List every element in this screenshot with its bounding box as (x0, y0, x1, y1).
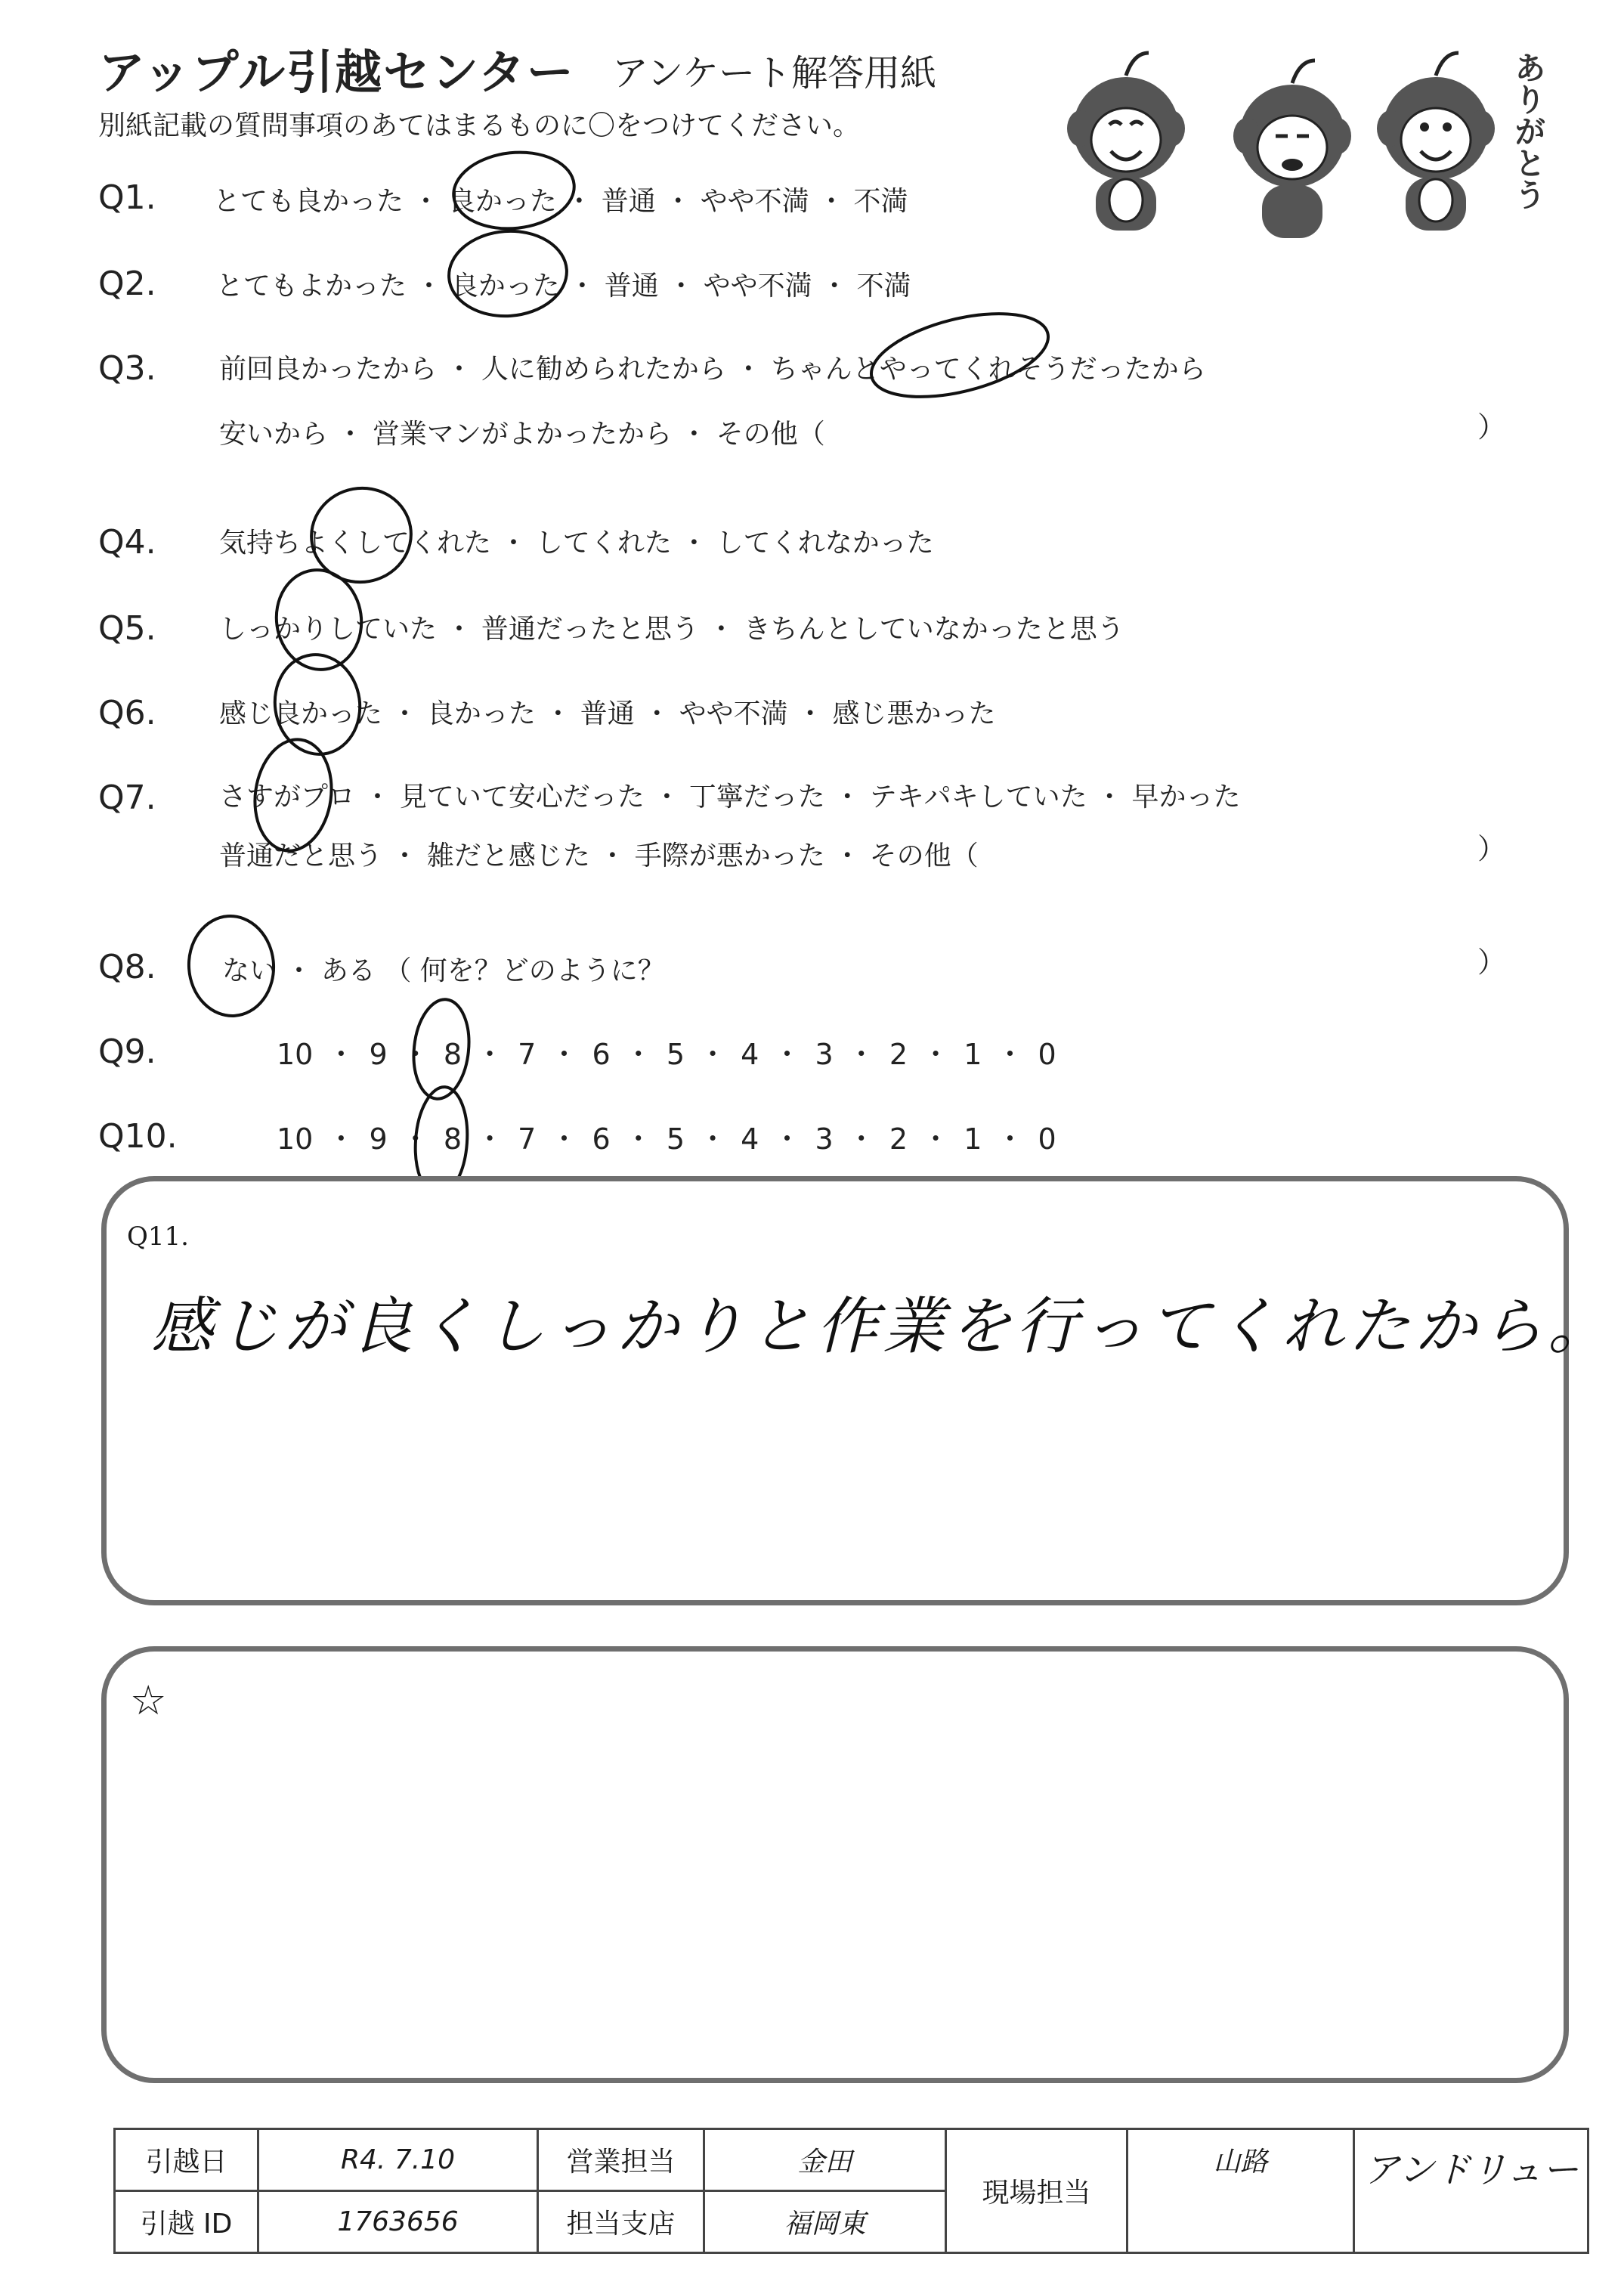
move-date-value: R4. 7.10 (258, 2129, 538, 2191)
q2-label: Q2. (98, 265, 156, 303)
q2-options: とてもよかった ・ 良かった ・ 普通 ・ やや不満 ・ 不満 (216, 271, 911, 302)
q11-label: Q11. (127, 1221, 189, 1252)
branch-value: 福岡東 (704, 2191, 946, 2253)
form-subtitle: アンケート解答用紙 (612, 52, 937, 94)
q5-label: Q5. (98, 609, 156, 648)
q9-scale: 10 ・ 9 ・ 8 ・ 7 ・ 6 ・ 5 ・ 4 ・ 3 ・ 2 ・ 1 ・ 0 (277, 1038, 1056, 1071)
q8-close-paren: ） (1477, 946, 1507, 979)
brand-title: アップル引越センター (98, 45, 575, 100)
q11-answer-box (101, 1176, 1569, 1605)
q3-options-line2: 安いから ・ 営業マンがよかったから ・ その他（ (219, 419, 825, 450)
q8-options: ない ・ ある （ 何を？どのように？ (222, 955, 665, 986)
sales-rep-label: 営業担当 (538, 2129, 704, 2191)
q7-label: Q7. (98, 779, 156, 817)
q7-options-line1: さすがプロ ・ 見ていて安心だった ・ 丁寧だった ・ テキパキしていた ・ 早かった (219, 782, 1241, 813)
monkey-icon (1233, 60, 1351, 238)
q7-close-paren: ） (1477, 832, 1507, 865)
move-id-label: 引越 ID (115, 2191, 258, 2253)
q7-options-line2: 普通だと思う ・ 雑だと感じた ・ 手際が悪かった ・ その他（ (219, 841, 979, 871)
q8-label: Q8. (98, 948, 156, 986)
q10-label: Q10. (98, 1117, 178, 1156)
q3-label: Q3. (98, 349, 156, 388)
move-date-label: 引越日 (115, 2129, 258, 2191)
instruction-text: 別紙記載の質問事項のあてはまるものに〇をつけてください。 (98, 110, 861, 141)
site-rep-label: 現場担当 (946, 2129, 1128, 2253)
q6-options: 感じ良かった ・ 良かった ・ 普通 ・ やや不満 ・ 感じ悪かった (219, 698, 996, 729)
q1-label: Q1. (98, 178, 156, 217)
site-rep-value: 山路 (1128, 2129, 1354, 2253)
q6-label: Q6. (98, 694, 156, 732)
comment-box (101, 1646, 1569, 2083)
monkey-mascots-illustration (1028, 30, 1557, 242)
move-id-value: 1763656 (258, 2191, 538, 2253)
branch-label: 担当支店 (538, 2191, 704, 2253)
q11-handwritten-answer: 感じが良くしっかりと作業を行ってくれたから。 (151, 1291, 1614, 1363)
site-rep-extra: アンドリュー (1354, 2129, 1588, 2253)
monkey-icon (1377, 53, 1495, 231)
q10-scale: 10 ・ 9 ・ 8 ・ 7 ・ 6 ・ 5 ・ 4 ・ 3 ・ 2 ・ 1 ・ 0 (277, 1122, 1056, 1156)
sales-rep-value: 金田 (704, 2129, 946, 2191)
q5-options: しっかりしていた ・ 普通だったと思う ・ きちんとしていなかったと思う (219, 614, 1124, 645)
q4-options: 気持ちよくしてくれた ・ してくれた ・ してくれなかった (219, 528, 934, 559)
q4-label: Q4. (98, 523, 156, 562)
mascot-thanks-text: ありがとう (1510, 51, 1547, 210)
monkey-icon (1067, 53, 1185, 231)
q3-options-line1: 前回良かったから ・ 人に勧められたから ・ ちゃんとやってくれそうだったから (219, 354, 1206, 385)
q3-close-paren: ） (1477, 410, 1507, 444)
q1-options: とても良かった ・ 良かった ・ 普通 ・ やや不満 ・ 不満 (213, 186, 908, 217)
q9-label: Q9. (98, 1032, 156, 1071)
star-icon: ☆ (130, 1676, 167, 1724)
info-table (113, 2128, 1589, 2254)
